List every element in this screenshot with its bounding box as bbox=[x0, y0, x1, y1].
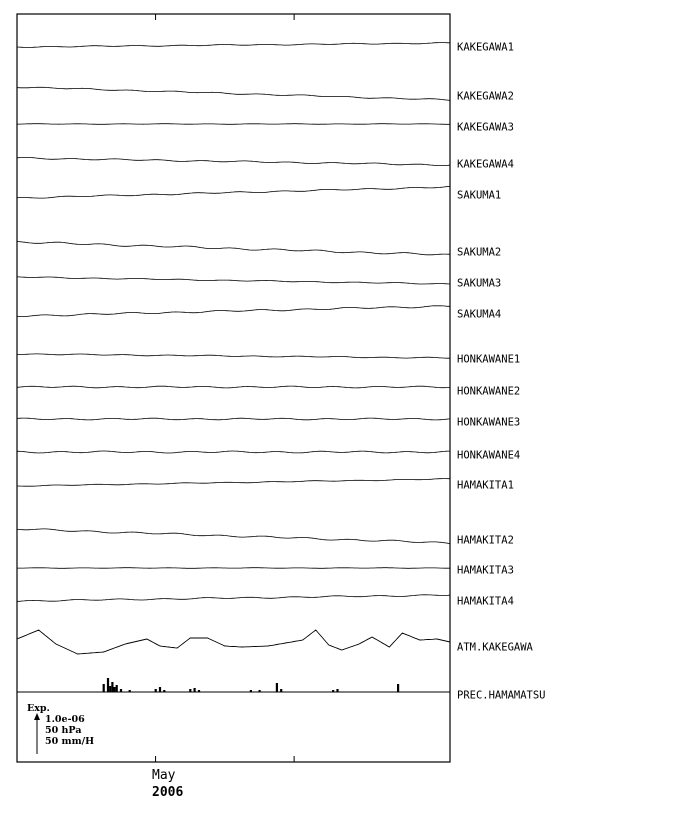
series-label-honkawane4: HONKAWANE4 bbox=[457, 449, 521, 462]
trace-hamakita4 bbox=[17, 595, 450, 602]
precip-bar bbox=[129, 690, 131, 692]
trace-sakuma2 bbox=[17, 242, 450, 255]
trace-kakegawa1 bbox=[17, 43, 450, 48]
trace-sakuma1 bbox=[17, 186, 450, 198]
precip-bar bbox=[280, 689, 282, 692]
precip-bar bbox=[120, 689, 122, 692]
series-label-kakegawa2: KAKEGAWA2 bbox=[457, 90, 514, 103]
series-labels bbox=[457, 42, 546, 702]
trace-kakegawa2 bbox=[17, 87, 450, 100]
precip-bar bbox=[250, 690, 252, 692]
trace-hamakita3 bbox=[17, 568, 450, 569]
precip-bar bbox=[111, 682, 113, 692]
series-label-sakuma4: SAKUMA4 bbox=[457, 308, 502, 321]
scale-precip: 50 mm/H bbox=[45, 736, 95, 747]
precip-bar bbox=[155, 689, 157, 692]
precip-bar bbox=[189, 689, 191, 692]
trace-sakuma4 bbox=[17, 306, 450, 317]
trace-sakuma3 bbox=[17, 277, 450, 284]
series-label-prec-hamamatsu: PREC.HAMAMATSU bbox=[457, 689, 546, 702]
series-label-hamakita1: HAMAKITA1 bbox=[457, 479, 514, 492]
precip-bar bbox=[194, 688, 196, 692]
precip-bar bbox=[276, 683, 278, 692]
series-label-kakegawa4: KAKEGAWA4 bbox=[457, 158, 514, 171]
x-year-label: 2006 bbox=[152, 785, 184, 800]
precip-bar bbox=[336, 689, 338, 692]
series-label-hamakita2: HAMAKITA2 bbox=[457, 534, 514, 547]
series-label-sakuma3: SAKUMA3 bbox=[457, 277, 502, 290]
scale-pressure: 50 hPa bbox=[45, 725, 82, 736]
trace-honkawane1 bbox=[17, 354, 450, 358]
series-label-honkawane2: HONKAWANE2 bbox=[457, 385, 521, 398]
scale-title: Exp. bbox=[27, 703, 50, 714]
trace-hamakita2 bbox=[17, 529, 450, 544]
trace-honkawane4 bbox=[17, 451, 450, 453]
precip-bar bbox=[107, 678, 109, 692]
trace-hamakita1 bbox=[17, 479, 450, 487]
scale-arrow-head bbox=[34, 713, 40, 720]
series-label-sakuma2: SAKUMA2 bbox=[457, 246, 502, 259]
precip-bar bbox=[116, 685, 118, 692]
series-label-sakuma1: SAKUMA1 bbox=[457, 189, 502, 202]
trace-atm-kakegawa bbox=[17, 630, 450, 654]
plot-frame bbox=[17, 14, 450, 762]
scale-strain: 1.0e-06 bbox=[45, 714, 85, 725]
series-label-kakegawa3: KAKEGAWA3 bbox=[457, 121, 514, 134]
scale-legend bbox=[27, 703, 94, 754]
precip-bar bbox=[103, 684, 105, 692]
x-month-label: May bbox=[152, 768, 176, 783]
precip-bar bbox=[332, 690, 334, 692]
precip-bar bbox=[163, 690, 165, 692]
precip-bar bbox=[113, 687, 115, 692]
precip-bar bbox=[397, 684, 399, 692]
precip-bar bbox=[109, 686, 111, 692]
precip-bar bbox=[159, 687, 161, 692]
trace-kakegawa3 bbox=[17, 124, 450, 125]
trace-kakegawa4 bbox=[17, 158, 450, 166]
series-label-kakegawa1: KAKEGAWA1 bbox=[457, 41, 514, 54]
series-label-atm-kakegawa: ATM.KAKEGAWA bbox=[457, 641, 533, 654]
traces bbox=[17, 43, 450, 692]
series-label-honkawane3: HONKAWANE3 bbox=[457, 416, 521, 429]
series-label-honkawane1: HONKAWANE1 bbox=[457, 353, 521, 366]
precip-bar bbox=[259, 690, 261, 692]
precip-bar bbox=[198, 690, 200, 692]
trace-honkawane3 bbox=[17, 418, 450, 420]
series-label-hamakita4: HAMAKITA4 bbox=[457, 595, 514, 608]
series-label-hamakita3: HAMAKITA3 bbox=[457, 564, 514, 577]
trace-honkawane2 bbox=[17, 386, 450, 388]
